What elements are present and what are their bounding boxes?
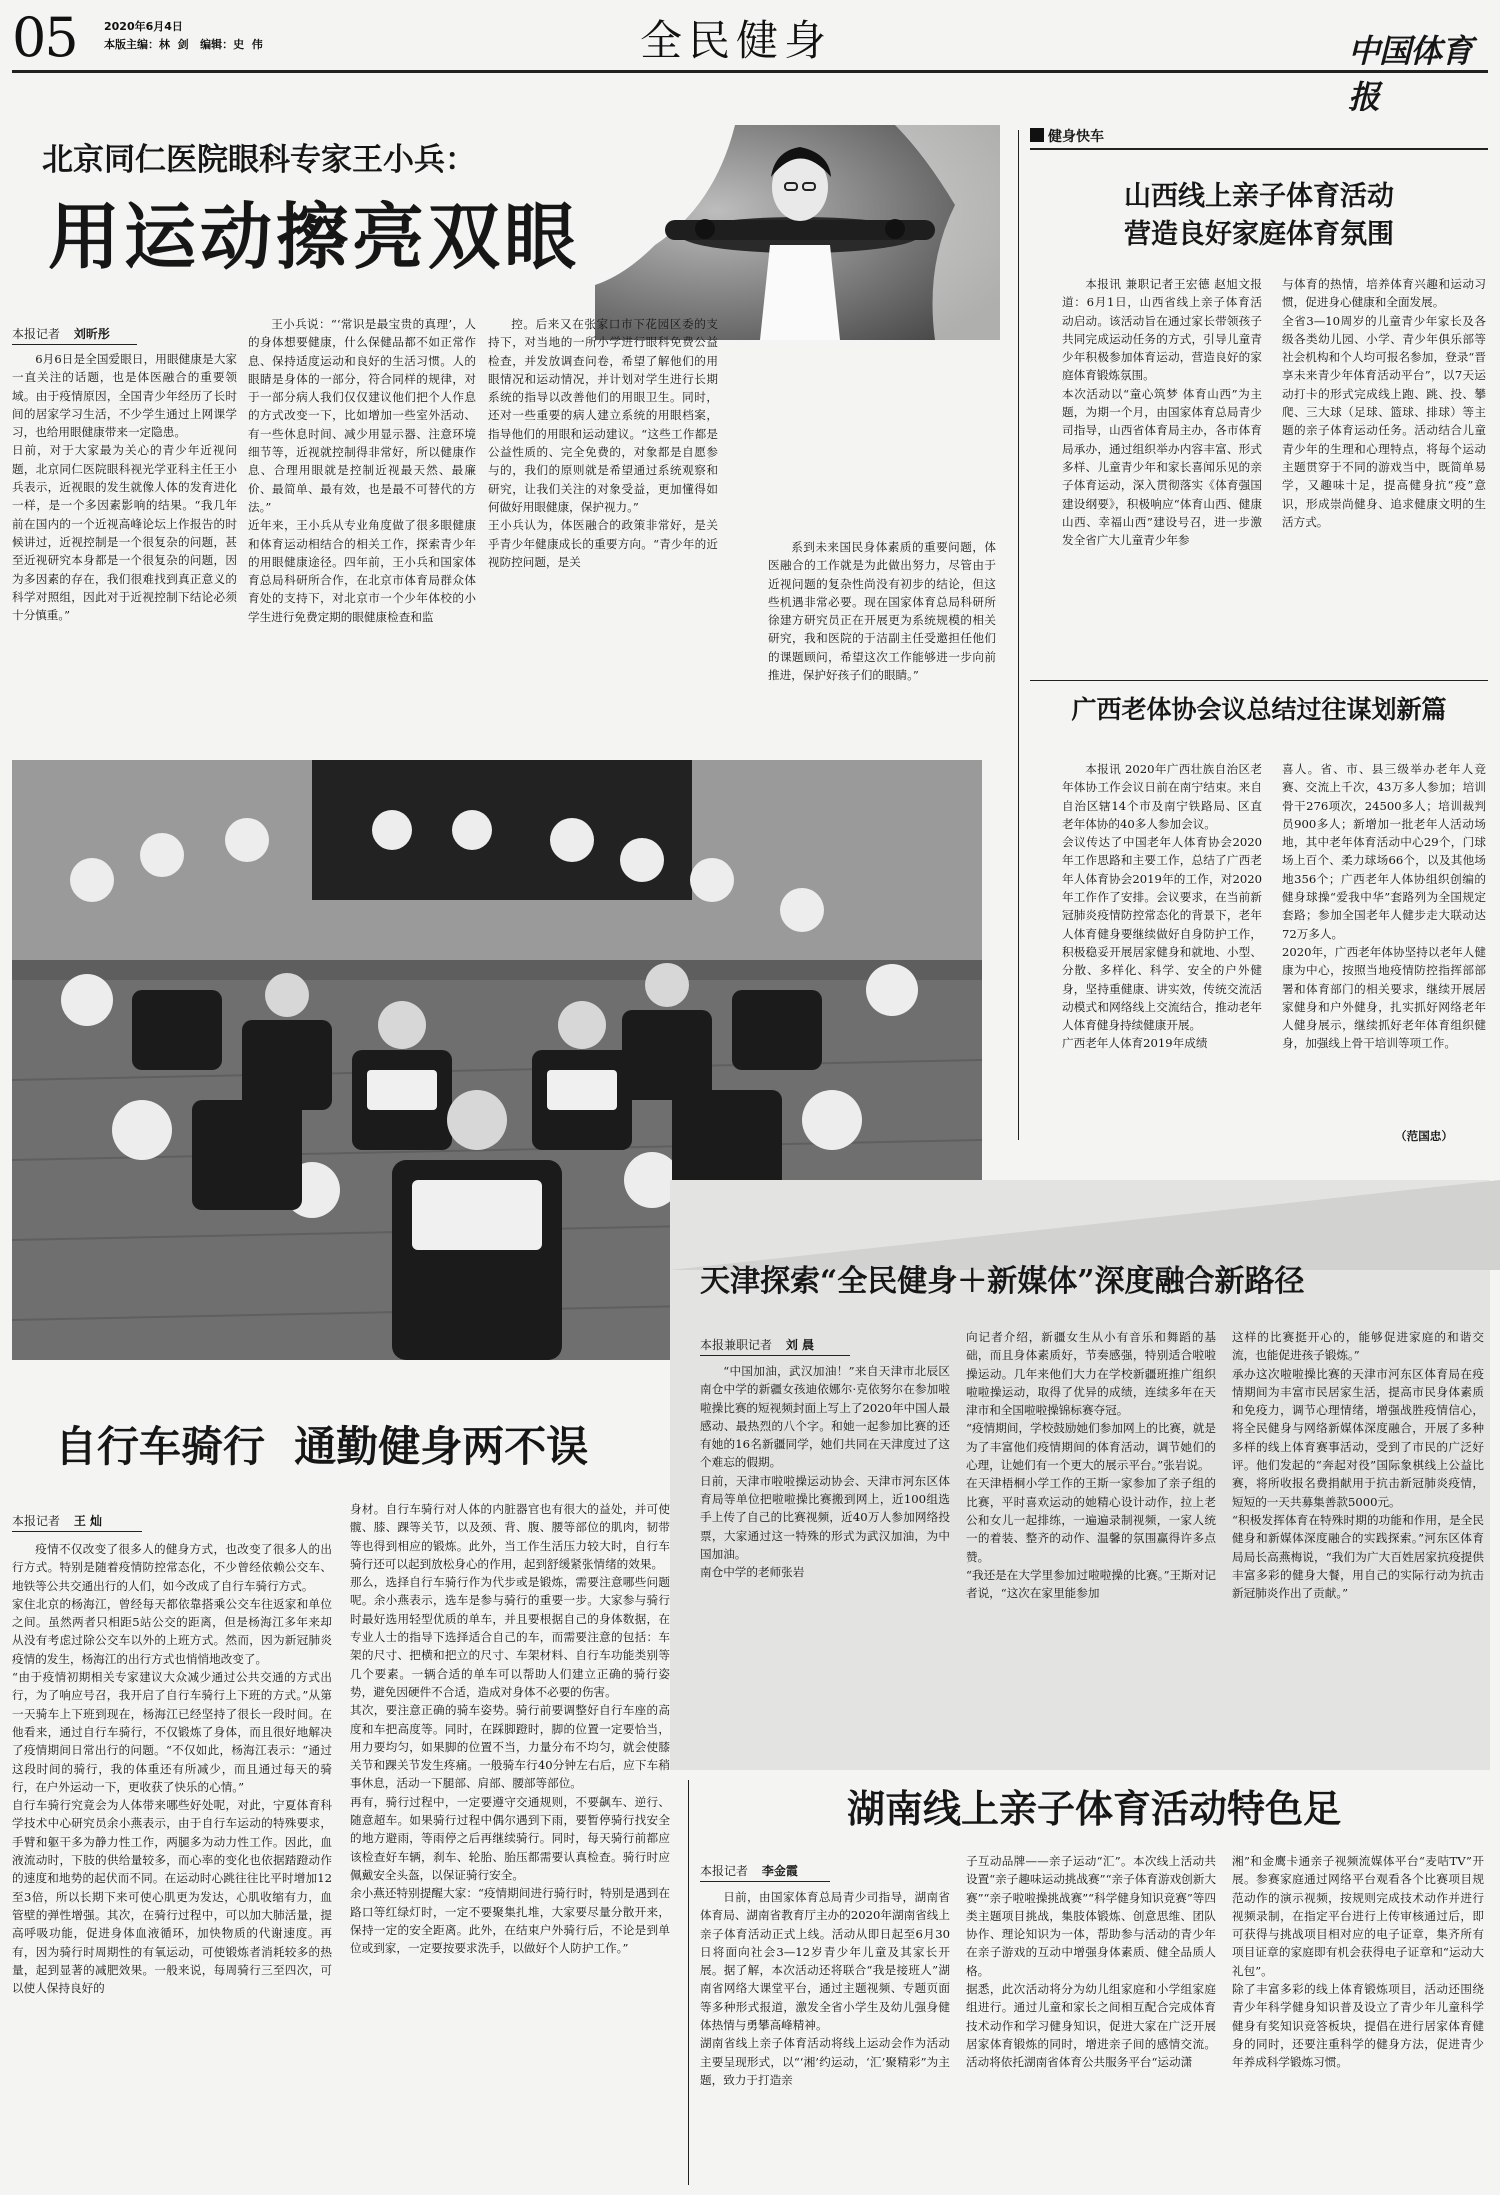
byline-label: 本报记者 xyxy=(12,1514,61,1528)
byline-name: 李金霞 xyxy=(761,1864,798,1878)
editors-line: 本版主编：林 剑 编辑：史 伟 xyxy=(104,38,263,51)
masthead-rule xyxy=(12,70,1488,73)
shanxi-col2: 与体育的热情，培养体育兴趣和运动习惯，促进身心健康和全面发展。 全省3—10周岁的儿童青少年家长及各级各类幼儿园、小学、青少年俱乐部等社会机构和个人均可报名参加，登录“晋享未来青少年体育活动平台”，以7天运动打卡的形式完成线上跑、跳、投、攀爬、三大球（足球、篮球、排球）等主题的亲子体育运动任务。活动结合儿童青少年的生理和心理特点，将每个运动主题贯穿于不同的游戏当中，既简单易学，又趣味十足，提高健身抗“疫”意识，形成崇尚健身、追求健康文明的生活方式。 xyxy=(1282,277,1486,529)
tianjin-col2: 向记者介绍，新疆女生从小有音乐和舞蹈的基础，而且身体素质好，节奏感强，特别适合啦啦操运动。几年来他们大力在学校新疆班推广组织啦啦操运动，取得了优异的成绩，连续多年在天津市和全国啦啦操锦标赛夺冠。 “疫情期间，学校鼓励她们参加网上的比赛，就是为了丰富他们疫情期间的体育活动，调节她们的心理，让她们有一个更大的展示平台。”张岩说。 在天津梧桐小学工作的王斯一家参加了亲子组的比赛，平时喜欢运动的她精心设计动作，拉上老公和女儿一起排练，一遍遍录制视频，一家人统一的着装、整齐的动作、温馨的氛围赢得许多点赞。 “我还是在大学里参加过啦啦操的比赛。”王斯对记者说，“这次在家里能参加 xyxy=(966,1330,1216,1601)
eye-article-col4: 系到未来国民身体素质的重要问题，体医融合的工作就是为此做出努力，尽管由于近视问题的复杂性尚没有初步的结论，但这些机遇非常必要。现在国家体育总局科研所徐建方研究员正在开展更为系统规模的相关研究，我和医院的于洁副主任受邀担任他们的课题顾问，希望这次工作能够进一步向前推进，保护好孩子们的眼睛。” xyxy=(768,540,996,683)
byline-name: 刘 晨 xyxy=(785,1338,815,1352)
girl-exercising-photo xyxy=(595,125,1000,340)
shanxi-headline-1: 山西线上亲子体育活动 xyxy=(1124,181,1394,212)
hunan-byline xyxy=(700,1862,798,1880)
bike-byline xyxy=(12,1512,102,1530)
bike-col1: 疫情不仅改变了很多人的健身方式，也改变了很多人的出行方式。特别是随着疫情防控常态化，不少曾经依赖公交车、地铁等公共交通出行的人们，如今改成了自行车骑行方式。 家住北京的杨海江，曾经每天都依靠搭乘公交车往返家和单位之间。虽然两者只相距5站公交的距离，但是杨海江多年来却从没有考虑过除公交车以外的上班方式。然而，因为新冠肺炎疫情的发生，杨海江的出行方式也悄悄地改变了。 “由于疫情初期相关专家建议大众减少通过公共交通的方式出行，为了响应号召，我开启了自行车骑行上下班的方式。”从第一天骑车上下班到现在，杨海江已经坚持了很长一段时间。在他看来，通过自行车骑行，不仅锻炼了身体，而且很好地解决了疫情期间日常出行的问题。“不仅如此，杨海江表示：“通过这段时间的骑行，我的体重还有所减少，而且通过每天的骑行，在户外运动一下，更收获了快乐的心情。” 自行车骑行究竟会为人体带来哪些好处呢，对此，宁夏体育科学技术中心研究员余小燕表示，由于自行车运动的特殊要求，手臂和躯干多为静力性工作，两腿多为动力性工作。因此，血液流动时，下肢的供给量较多，而心率的变化也依据踏蹬动作的速度和地势的起伏而不同。在运动时心跳往往比平时增加12至3倍，所以长期下来可使心肌更为发达，心肌收缩有力，血管壁的弹性增强。其次，在骑行过程中，可以加大肺活量，提高呼吸功能，促进身体血液循环，加快物质的代谢速度。再有，因为骑行时周期性的有氧运动，可使锻炼者消耗较多的热量，起到显著的减肥效果。一般来说，每周骑行三至四次，可以使人保持良好的 xyxy=(12,1542,332,1996)
byline-name: 王 灿 xyxy=(73,1514,103,1528)
eye-article-headline: 用运动擦亮双眼 xyxy=(48,195,581,279)
byline-name: 刘昕彤 xyxy=(73,327,110,341)
hunan-col2: 子互动品牌——亲子运动“汇”。本次线上活动共设置“亲子趣味运动挑战赛”“亲子体育游戏创新大赛”“亲子啦啦操挑战赛”“科学健身知识竞赛”等四类主题项目挑战，集肢体锻炼、创意思维、团队协作、理论知识为一体，帮助参与活动的青少年在亲子游戏的互动中增强身体素质、健全品质人格。 据悉，此次活动将分为幼儿组家庭和小学组家庭组进行。通过儿童和家长之间相互配合完成体育技术动作和学习健身知识，促进大家在广泛开展居家体育锻炼的同时，增进亲子间的感情交流。活动将依托湖南省体育公共服务平台“运动潇 xyxy=(966,1854,1216,2070)
guangxi-top-rule xyxy=(1030,680,1488,681)
guangxi-col2: 喜人。省、市、县三级举办老年人竞赛、交流上千次，43万多人参加；培训骨干276项次，24500多人；培训裁判员900多人；新增加一批老年人活动场地，其中老年体育活动中心29个，门球场上百个、柔力球场66个，以及其他场地356个；广西老年人体协组织创编的健身球操“爱我中华”套路列为全国规定套路；参加全国老年人健步走大联动达72万多人。 2020年，广西老年体协坚持以老年人健康为中心，按照当地疫情防控指挥部部署和体育部门的相关要求，继续开展居家健身和户外健身，扎实抓好网络老年人健身展示，继续抓好老年体育组织健身，加强线上骨干培训等项工作。 xyxy=(1282,762,1486,1051)
paper-name-logo: 中国体育报 xyxy=(1348,32,1473,116)
hunan-byline-underline xyxy=(700,1881,830,1882)
issue-date: 2020年6月4日 xyxy=(104,20,183,33)
hunan-col3: 湘”和金鹰卡通亲子视频流媒体平台“麦咭TV”开展。参赛家庭通过网络平台观看各个比赛项目规范动作的演示视频，按规则完成技术动作并进行视频录制，在指定平台进行上传审核通过后，即可获得与挑战项目相对应的电子证章，集齐所有项目证章的家庭即有机会获得电子证章和“运动大礼包”。 除了丰富多彩的线上体育锻炼项目，活动还围绕青少年科学健身知识普及设立了青少年儿童科学健身有奖知识竞答板块，提倡在进行居家体育健身的同时，还要注重科学的健身方法，促进青少年养成科学锻炼习惯。 xyxy=(1232,1854,1484,2070)
column-divider-right xyxy=(1018,130,1019,1140)
eye-article-col2: 王小兵说：“‘常识是最宝贵的真理’，人的身体想要健康，什么保健品都不如正常作息、保持适度运动和良好的生活习惯。人的眼睛是身体的一部分，符合同样的规律，对于一部分病人我们仅仅建议他们把个人作息的方式改变一下，比如增加一些室外活动、有一些休息时间、减少用显示器、注意环境细节等，近视就控制得非常好，所以健康作息、合理用眼就是控制近视最天然、最廉价、最简单、最有效，也是最不可替代的方法。” 近年来，王小兵从专业角度做了很多眼健康和体育运动相结合的相关工作，探索青少年的用眼健康途径。四年前，王小兵和国家体育总局科研所合作，在北京市体育局群众体育处的支持下，对北京市一个少年体校的小学生进行免费定期的眼健康检查和监 xyxy=(248,317,476,624)
page-number: 05 xyxy=(12,6,77,69)
eye-article-col1: 6月6日是全国爱眼日，用眼健康是大家一直关注的话题，也是体医融合的重要领域。由于疫情原因，全国青少年经历了长时间的居家学习生活，不少学生通过上网课学习，也给用眼健康带来一定隐患。 日前，对于大家最为关心的青少年近视问题，北京同仁医院眼科视光学亚科主任王小兵表示，近视眼的发生就像人体的发育进化一样，是一个多因素影响的结果。“我几年前在国内的一个近视高峰论坛上作报告的时候讲过，近视控制是一个很复杂的问题，甚至近视研究本身都是一个很复杂的问题，因为多因素的存在，我们很难找到真正意义的科学对照组，因此对于近视控制下结论必须十分慎重。” xyxy=(12,352,237,623)
bike-headline: 自行车骑行 通勤健身两不误 xyxy=(55,1422,589,1471)
eye-article-kicker: 北京同仁医院眼科专家王小兵： xyxy=(42,142,476,178)
hunan-col1: 日前，由国家体育总局青少司指导，湖南省体育局、湖南省教育厅主办的2020年湖南省线上亲子体育活动正式上线。活动从即日起至6月30日将面向社会3—12岁青少年儿童及其家长开展。据了解，本次活动还将联合“我是接班人”湖南省网络大课堂平台，通过主题视频、专题页面等多种形式报道，激发全省小学生及幼儿强身健体热情与勇攀高峰精神。 湖南省线上亲子体育活动将线上运动会作为活动主要呈现形式，以“‘湘’约运动，‘汇’聚精彩”为主题，致力于打造亲 xyxy=(700,1890,950,2087)
tianjin-col1: “中国加油，武汉加油！”来自天津市北辰区南仓中学的新疆女孩迪依娜尔·克依努尔在参加啦啦操比赛的短视频封面上写上了2020年中国人最感动、最热烈的八个字。和她一起参加比赛的还有她的16名新疆同学，她们共同在天津度过了这个难忘的假期。 日前，天津市啦啦操运动协会、天津市河东区体育局等单位把啦啦操比赛搬到网上，近100组选手上传了自己的比赛视频，近40万人参加网络投票，大家通过这一特殊的形式为武汉加油，为中国加油。 南仓中学的老师张岩 xyxy=(700,1364,950,1580)
kuaiche-label-box xyxy=(1030,128,1044,142)
eye-article-byline xyxy=(12,325,110,343)
byline-underline xyxy=(12,344,137,345)
guangxi-headline: 广西老体协会议总结过往谋划新篇 xyxy=(1071,695,1447,724)
guangxi-credit: （范国忠） xyxy=(1395,1129,1453,1143)
shanxi-headline-2: 营造良好家庭体育氛围 xyxy=(1124,219,1394,250)
byline-label: 本报记者 xyxy=(700,1864,749,1878)
byline-label: 本报记者 xyxy=(12,327,61,341)
guangxi-col1: 本报讯 2020年广西壮族自治区老年体协工作会议日前在南宁结束。来自自治区辖14个市及南宁铁路局、区直老年体协的40多人参加会议。 会议传达了中国老年人体育协会2020年工作思路和主要工作，总结了广西老年人体育协会2019年的工作，对2020年工作作了安排。会议要求，在当前新冠肺炎疫情防控常态化的背景下，老年人体育健身要继续做好自身防护工作，积极稳妥开展居家健身和就地、小型、分散、多样化、科学、安全的户外健身，坚持重健康、讲实效，传统交流活动模式和网络线上交流结合，推动老年人体育健身持续健康开展。 广西老年人体育2019年成绩 xyxy=(1062,762,1262,1051)
byline-label: 本报兼职记者 xyxy=(700,1338,773,1352)
tianjin-byline-underline xyxy=(700,1355,850,1356)
bike-byline-underline xyxy=(12,1531,142,1532)
shanxi-col1: 本报讯 兼职记者王宏德 赵旭文报道：6月1日，山西省线上亲子体育活动启动。该活动旨在通过家长带领孩子共同完成运动任务的方式，引导儿童青少年积极参加体育运动，营造良好的家庭体育锻炼氛围。 本次活动以“童心筑梦 体育山西”为主题，为期一个月，由国家体育总局青少司指导，山西省体育局主办，各市体育局承办，通过组织举办内容丰富、形式多样、儿童青少年和家长喜闻乐见的亲子体育运动，深入贯彻落实《体育强国建设纲要》，积极响应“体育山西、健康山西、幸福山西”建设号召，进一步激发全省广大儿童青少年参 xyxy=(1062,277,1262,548)
tianjin-byline xyxy=(700,1336,814,1354)
kuaiche-rule xyxy=(1030,148,1488,150)
tianjin-headline: 天津探索“全民健身＋新媒体”深度融合新路径 xyxy=(700,1264,1305,1299)
bike-col2: 身材。自行车骑行对人体的内脏器官也有很大的益处，并可使髋、膝、踝等关节，以及颈、背、腹、腰等部位的肌肉，韧带等也得到相应的锻炼。此外，当工作生活压力较大时，自行车骑行还可以起到放松身心的作用，起到舒缓紧张情绪的效果。 那么，选择自行车骑行作为代步或是锻炼，需要注意哪些问题呢。余小燕表示，选车是参与骑行的重要一步。大家参与骑行时最好选用轻型优质的单车，并且要根据自己的身体数据，在专业人士的指导下选择适合自己的车，而需要注意的包括：车架的尺寸、把横和把立的尺寸、车架材料、自行车功能类别等几个要素。一辆合适的单车可以帮助人们建立正确的骑行姿势，避免因硬件不合适，造成对身体不必要的伤害。 其次，要注意正确的骑车姿势。骑行前要调整好自行车座的高度和车把高度等。同时，在踩脚蹬时，脚的位置一定要恰当，用力要均匀，如果脚的位置不当，力量分布不均匀，就会使膝关节和踝关节发生疼痛。一般骑车行40分钟左右后，应下车稍事休息，活动一下腿部、肩部、腰部等部位。 再有，骑行过程中，一定要遵守交通规则，不要飙车、逆行、随意超车。如果骑行过程中偶尔遇到下雨，要暂停骑行找安全的地方避雨，等雨停之后再继续骑行。同时，每天骑行前都应该检查好车辆，刹车、轮胎、胎压都需要认真检查。骑行时应佩戴安全头盔，以保证骑行安全。 余小燕还特别提醒大家：“疫情期间进行骑行时，特别是遇到在路口等红绿灯时，一定不要聚集扎堆，大家要尽量分散开来，保持一定的安全距离。此外，在结束户外骑行后，不论是到单位或到家，一定要按要求洗手，以做好个人防护工作。” xyxy=(350,1502,670,1956)
kuaiche-label: 健身快车 xyxy=(1048,129,1104,145)
hunan-headline: 湖南线上亲子体育活动特色足 xyxy=(846,1786,1341,1831)
eye-article-col3: 控。后来又在张家口市下花园区委的支持下，对当地的一所小学进行眼科免费公益检查，并发放调查问卷，希望了解他们的用眼情况和运动情况，并计划对学生进行长期系统的指导以改善他们的用眼卫生。同时，还对一些重要的病人建立系统的用眼档案，指导他们的用眼和运动建议。“这些工作都是公益性质的、完全免费的，对象都是自愿参与的，我们的原则就是希望通过系统观察和研究，让我们关注的对象受益，更加懂得如何做好用眼健康，保护视力。” 王小兵认为，体医融合的政策非常好，是关乎青少年健康成长的重要方向。“青少年的近视防控问题，是关 xyxy=(488,317,718,569)
tianjin-col3: 这样的比赛挺开心的，能够促进家庭的和谐交流，也能促进孩子锻炼。” 承办这次啦啦操比赛的天津市河东区体育局在疫情期间为丰富市民居家生活，提高市民身体素质和免疫力，调节心理情绪，增强战胜疫情信心，将全民健身与网络新媒体深度融合，开展了多种多样的线上体育赛事活动，受到了市民的广泛好评。他们发起的“奔起对役”国际象棋线上公益比赛，将所收报名费捐献用于抗击新冠肺炎疫情，短短的一天共募集善款5000元。 “积极发挥体育在特殊时期的功能和作用，是全民健身和新媒体深度融合的实践探索。”河东区体育局局长高燕梅说，“我们为广大百姓居家抗疫提供丰富多彩的健身大餐，用自己的实际行动为抗击新冠肺炎作出了贡献。” xyxy=(1232,1330,1484,1601)
column-divider-hunan xyxy=(688,1780,689,2185)
section-title: 全民健身 xyxy=(640,16,833,65)
